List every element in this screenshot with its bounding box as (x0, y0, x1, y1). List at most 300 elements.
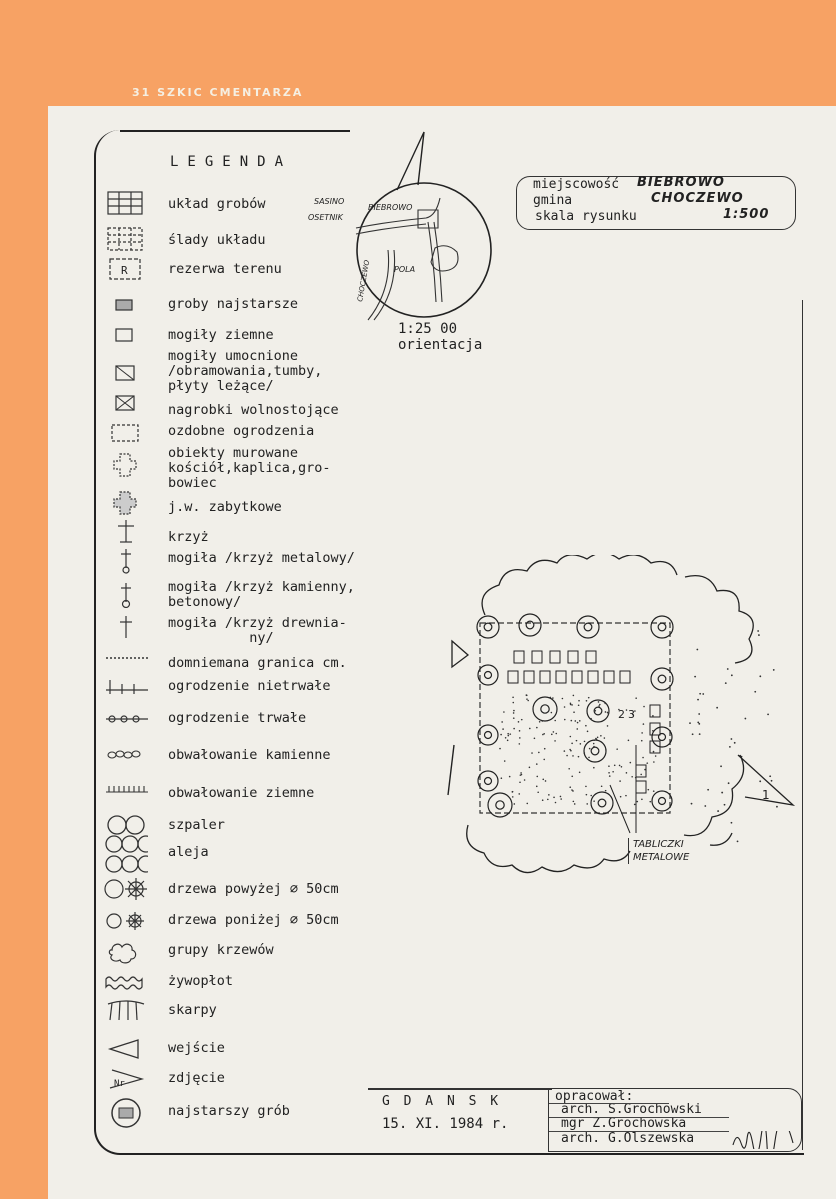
legend-label-stone-cross: mogiła /krzyż kamienny, betonowy/ (168, 579, 355, 610)
grave-symbol (572, 671, 582, 683)
dot-pattern (499, 630, 778, 842)
tree-center (584, 623, 592, 631)
legend-label-hedge-row: szpaler (168, 817, 225, 833)
dot (697, 721, 699, 723)
grave-symbol (650, 723, 660, 735)
dot (571, 789, 573, 791)
dot (647, 789, 649, 791)
dot (574, 803, 576, 805)
dashed-rect-icon (104, 420, 148, 446)
dot (646, 762, 648, 764)
dot (776, 806, 778, 808)
alley-icon (104, 834, 148, 874)
dot (586, 700, 588, 702)
dot (628, 740, 630, 742)
dot (737, 840, 739, 842)
legend-label-reserve: rezerwa terenu (168, 261, 282, 277)
signature-icon (731, 1131, 795, 1149)
dot (576, 728, 578, 730)
legend-label-entrance: wejście (168, 1040, 225, 1056)
dot (566, 755, 568, 757)
scale-value: 1:500 (723, 207, 770, 222)
dot (754, 691, 756, 693)
dot (588, 697, 590, 699)
dot (580, 743, 582, 745)
dot (721, 792, 723, 794)
entrance-marker-icon (452, 641, 468, 667)
reserve-icon (104, 256, 148, 282)
temp-fence-icon (104, 674, 148, 700)
dot (604, 703, 606, 705)
dot (717, 810, 719, 812)
dot (598, 701, 600, 703)
dot (560, 796, 562, 798)
dot (588, 757, 590, 759)
dot (759, 780, 761, 782)
grave-symbol (604, 671, 614, 683)
svg-text:R: R (121, 264, 128, 277)
legend-label-metal-cross: mogiła /krzyż metalowy/ (168, 550, 355, 566)
dot (604, 737, 606, 739)
dot (536, 776, 538, 778)
dot (744, 718, 746, 720)
orientation-scale: 1:25 00 (398, 321, 458, 337)
dot (501, 777, 503, 779)
slope-icon (104, 998, 148, 1024)
dot (640, 774, 642, 776)
tree-symbol (478, 725, 498, 745)
dot (550, 697, 552, 699)
dot (593, 767, 595, 769)
dot (652, 730, 654, 732)
dot (643, 723, 645, 725)
grave-symbol (586, 651, 596, 663)
grave-group (508, 651, 660, 793)
dot (531, 752, 533, 754)
legend-label-oldest-graves: groby najstarsze (168, 296, 299, 312)
place-sasino: SASINO (314, 197, 345, 206)
dot (526, 695, 528, 697)
dot (509, 733, 511, 735)
commune-value: CHOCZEWO (651, 191, 744, 206)
bush-outlines (467, 555, 754, 873)
dot (704, 805, 706, 807)
dot (578, 700, 580, 702)
dot (536, 786, 538, 788)
dot (599, 704, 601, 706)
dot (734, 742, 736, 744)
dot (509, 776, 511, 778)
dot (571, 775, 573, 777)
dot (529, 728, 531, 730)
earth-embankment-icon (104, 776, 148, 802)
small-tree-icon (104, 908, 148, 934)
dot (564, 719, 566, 721)
dot (590, 718, 592, 720)
scale-label: skala rysunku (535, 209, 637, 224)
tree-symbol (478, 771, 498, 791)
section-line (448, 745, 454, 795)
dot (573, 801, 575, 803)
dot (649, 801, 651, 803)
place-pola: POLA (394, 265, 416, 274)
photo-mark-3-number: 3 (628, 708, 635, 721)
grave-symbol (556, 671, 566, 683)
legend-label-brick-objects: obiekty murowane kościół,kaplica,gro- bowiec (168, 445, 331, 491)
dashed-grid-icon (104, 226, 148, 252)
dot (757, 630, 759, 632)
tree-symbol (533, 697, 557, 721)
dot (614, 765, 616, 767)
legend-label-earth-graves: mogiły ziemne (168, 327, 274, 343)
dot (554, 720, 556, 722)
orientation-caption: orientacja (398, 337, 483, 353)
legend-label-living-fence: żywopłot (168, 973, 234, 989)
photo-mark-2-number: 2 (618, 708, 625, 721)
dot (696, 649, 698, 651)
cross-icon (104, 518, 148, 544)
dot (641, 740, 643, 742)
orientation-scale-caption (398, 321, 482, 353)
legend-label-temp-fence: ogrodzenie nietrwałe (168, 678, 331, 694)
metal-cross-icon (104, 548, 148, 574)
tree-symbol (478, 665, 498, 685)
dot (631, 776, 633, 778)
dot (536, 727, 538, 729)
dot (584, 752, 586, 754)
big-tree-icon (104, 876, 148, 902)
dot (579, 772, 581, 774)
cemetery-sketch (440, 555, 800, 895)
metal-plates-note: TABLICZKI METALOWE (628, 838, 689, 864)
dot (570, 736, 572, 738)
legend-label-reinforced-graves: mogiły umocnione /obramowania,tumby, płyty leżące/ (168, 348, 323, 394)
authors-box (548, 1088, 802, 1152)
grave-symbol (650, 705, 660, 717)
grave-symbol (532, 651, 542, 663)
legend-label-slopes: skarpy (168, 1002, 217, 1018)
header-band (0, 0, 836, 106)
tree-center (485, 732, 492, 739)
dot (716, 707, 718, 709)
dot (570, 704, 572, 706)
dot (503, 711, 505, 713)
tree-center (591, 747, 599, 755)
dot (593, 800, 595, 802)
dot (553, 797, 555, 799)
dot (542, 799, 544, 801)
legend-label-layout-traces: ślady układu (168, 232, 266, 248)
dot (729, 746, 731, 748)
dot (689, 722, 691, 724)
dot (597, 736, 599, 738)
dot (589, 748, 591, 750)
dot (529, 767, 531, 769)
dot (519, 781, 521, 783)
dot (544, 748, 546, 750)
dot (698, 723, 700, 725)
dot (527, 700, 529, 702)
dot (641, 798, 643, 800)
dot (608, 772, 610, 774)
dot (641, 732, 643, 734)
dot (616, 748, 618, 750)
dot (513, 712, 515, 714)
dot (541, 720, 543, 722)
dot (575, 720, 577, 722)
dot (585, 725, 587, 727)
dot (554, 740, 556, 742)
dot (507, 733, 509, 735)
legend-label-freestanding: nagrobki wolnostojące (168, 402, 339, 418)
tree-center (658, 675, 666, 683)
dot (514, 803, 516, 805)
dot (512, 791, 514, 793)
dot (545, 780, 547, 782)
tree-symbol (652, 791, 672, 811)
dot (571, 704, 573, 706)
dot (697, 699, 699, 701)
dot (635, 697, 637, 699)
dot (551, 712, 553, 714)
place-value: BIEBROWO (637, 175, 725, 190)
dot (499, 748, 501, 750)
dot (569, 786, 571, 788)
tree-center (541, 705, 549, 713)
legend-label-bushes: grupy krzewów (168, 942, 274, 958)
dot (652, 715, 654, 717)
dot (571, 743, 573, 745)
dot (538, 752, 540, 754)
dot (731, 738, 733, 740)
stone-embankment-icon (104, 742, 148, 768)
dot (507, 740, 509, 742)
legend-label-fence: ogrodzenie trwałe (168, 710, 307, 726)
dot (536, 763, 538, 765)
dot (598, 705, 600, 707)
dot (573, 695, 575, 697)
svg-text:Nr: Nr (114, 1079, 125, 1089)
dot (504, 760, 506, 762)
dot (605, 711, 607, 713)
dot (519, 743, 521, 745)
dot (513, 717, 515, 719)
legend-label-small-trees: drzewa poniżej ⌀ 50cm (168, 912, 339, 928)
wood-cross-icon (104, 614, 148, 640)
commune-label: gmina (533, 193, 573, 208)
dot (586, 803, 588, 805)
dot (590, 795, 592, 797)
footer-city-box (368, 1088, 552, 1140)
place-biebrowo: BIEBROWO (368, 203, 413, 212)
dot (521, 719, 523, 721)
grave-symbol (508, 671, 518, 683)
dot (562, 698, 564, 700)
dot (571, 720, 573, 722)
dot (731, 674, 733, 676)
entrance-icon (104, 1036, 148, 1062)
dot (500, 734, 502, 736)
legend-label-alley: aleja (168, 844, 209, 860)
dot (585, 786, 587, 788)
grave-symbol (514, 651, 524, 663)
dot (625, 795, 627, 797)
dot (771, 780, 773, 782)
dot (728, 782, 730, 784)
north-arrow-icon (397, 132, 424, 190)
dot (578, 704, 580, 706)
dot (699, 733, 701, 735)
dot (543, 759, 545, 761)
rect-icon (104, 322, 148, 348)
dot (702, 693, 704, 695)
grave-symbol (550, 651, 560, 663)
dot (637, 801, 639, 803)
tree-symbol (584, 740, 606, 762)
legend-label-oldest-grave: najstarszy grób (168, 1103, 290, 1119)
author-3: arch. G.Olszewska (561, 1131, 695, 1146)
tree-center (496, 801, 504, 809)
living-fence-icon (104, 970, 148, 996)
dot (593, 746, 595, 748)
dot (694, 676, 696, 678)
dot (547, 799, 549, 801)
dot (577, 722, 579, 724)
tree-center (658, 623, 666, 631)
dot (655, 755, 657, 757)
dot (600, 735, 602, 737)
dot (505, 737, 507, 739)
place-label: miejscowość (533, 177, 620, 192)
dot (553, 731, 555, 733)
dot (555, 802, 557, 804)
dot (513, 728, 515, 730)
tree-center (598, 799, 606, 807)
dot (518, 793, 520, 795)
tree-center (485, 778, 492, 785)
legend-label-historic: j.w. zabytkowe (168, 499, 282, 515)
dot (653, 790, 655, 792)
dot (773, 669, 775, 671)
dot (543, 733, 545, 735)
dot (539, 721, 541, 723)
grave-symbol (588, 671, 598, 683)
tree-center (659, 798, 666, 805)
grave-symbol (620, 671, 630, 683)
grave-symbol (568, 651, 578, 663)
dot (519, 737, 521, 739)
dot (653, 751, 655, 753)
prepared-label: opracował: (555, 1089, 634, 1104)
building-icon (104, 452, 148, 478)
dot (642, 757, 644, 759)
tree-center (526, 621, 534, 629)
dotted-line-icon (104, 648, 148, 674)
dot (512, 796, 514, 798)
dot (576, 740, 578, 742)
dot (501, 721, 503, 723)
dot (691, 803, 693, 805)
dot (759, 675, 761, 677)
dot (569, 749, 571, 751)
dot (572, 755, 574, 757)
legend-label-stone-embankment: obwałowanie kamienne (168, 747, 331, 763)
building-historic-icon (104, 490, 148, 516)
tree-symbol (591, 792, 613, 814)
dot (555, 733, 557, 735)
legend-label-big-trees: drzewa powyżej ⌀ 50cm (168, 881, 339, 897)
dot (587, 731, 589, 733)
hatched-rect-icon (104, 360, 148, 386)
dot (521, 774, 523, 776)
dot (573, 711, 575, 713)
legend-label-wood-cross: mogiła /krzyż drewnia- ny/ (168, 615, 347, 646)
oldest-grave-icon (104, 1096, 148, 1130)
legend-label-cross: krzyż (168, 529, 209, 545)
cross-rect-icon (104, 390, 148, 416)
dot (608, 713, 610, 715)
author-2: mgr Z.Grochowska (561, 1116, 687, 1131)
bushes-icon (104, 938, 148, 964)
dot (608, 765, 610, 767)
dot (724, 804, 726, 806)
dot (731, 822, 733, 824)
dot (548, 794, 550, 796)
footer-city: G D A N S K (382, 1094, 502, 1109)
stone-cross-icon (104, 582, 148, 608)
dot (692, 733, 694, 735)
dot (699, 693, 701, 695)
dot (727, 668, 729, 670)
author-1: arch. S.Grochowski (561, 1102, 702, 1117)
dot (609, 775, 611, 777)
dot (560, 798, 562, 800)
dot (620, 796, 622, 798)
legend-title: LEGENDA (170, 154, 293, 170)
dot (595, 710, 597, 712)
dot (769, 775, 771, 777)
dot (634, 804, 636, 806)
grave-symbol (524, 671, 534, 683)
place-osetnik: OSETNIK (308, 213, 343, 222)
dot (526, 803, 528, 805)
grave-symbol (540, 671, 550, 683)
dot (568, 768, 570, 770)
dot (584, 741, 586, 743)
dot (595, 738, 597, 740)
dot (601, 785, 603, 787)
dot (507, 735, 509, 737)
dot (551, 734, 553, 736)
tree-symbol (577, 616, 599, 638)
dot (607, 725, 609, 727)
dot (524, 779, 526, 781)
dot (586, 794, 588, 796)
grid-icon (104, 190, 148, 216)
dot (502, 728, 504, 730)
dot (720, 765, 722, 767)
fence-icon (104, 706, 148, 732)
dot (526, 698, 528, 700)
tree-symbol (519, 614, 541, 636)
dot (653, 761, 655, 763)
dot (593, 743, 595, 745)
dot (564, 750, 566, 752)
dot (605, 749, 607, 751)
legend-label-earth-embankment: obwałowanie ziemne (168, 785, 315, 801)
dot (698, 713, 700, 715)
dot (579, 720, 581, 722)
